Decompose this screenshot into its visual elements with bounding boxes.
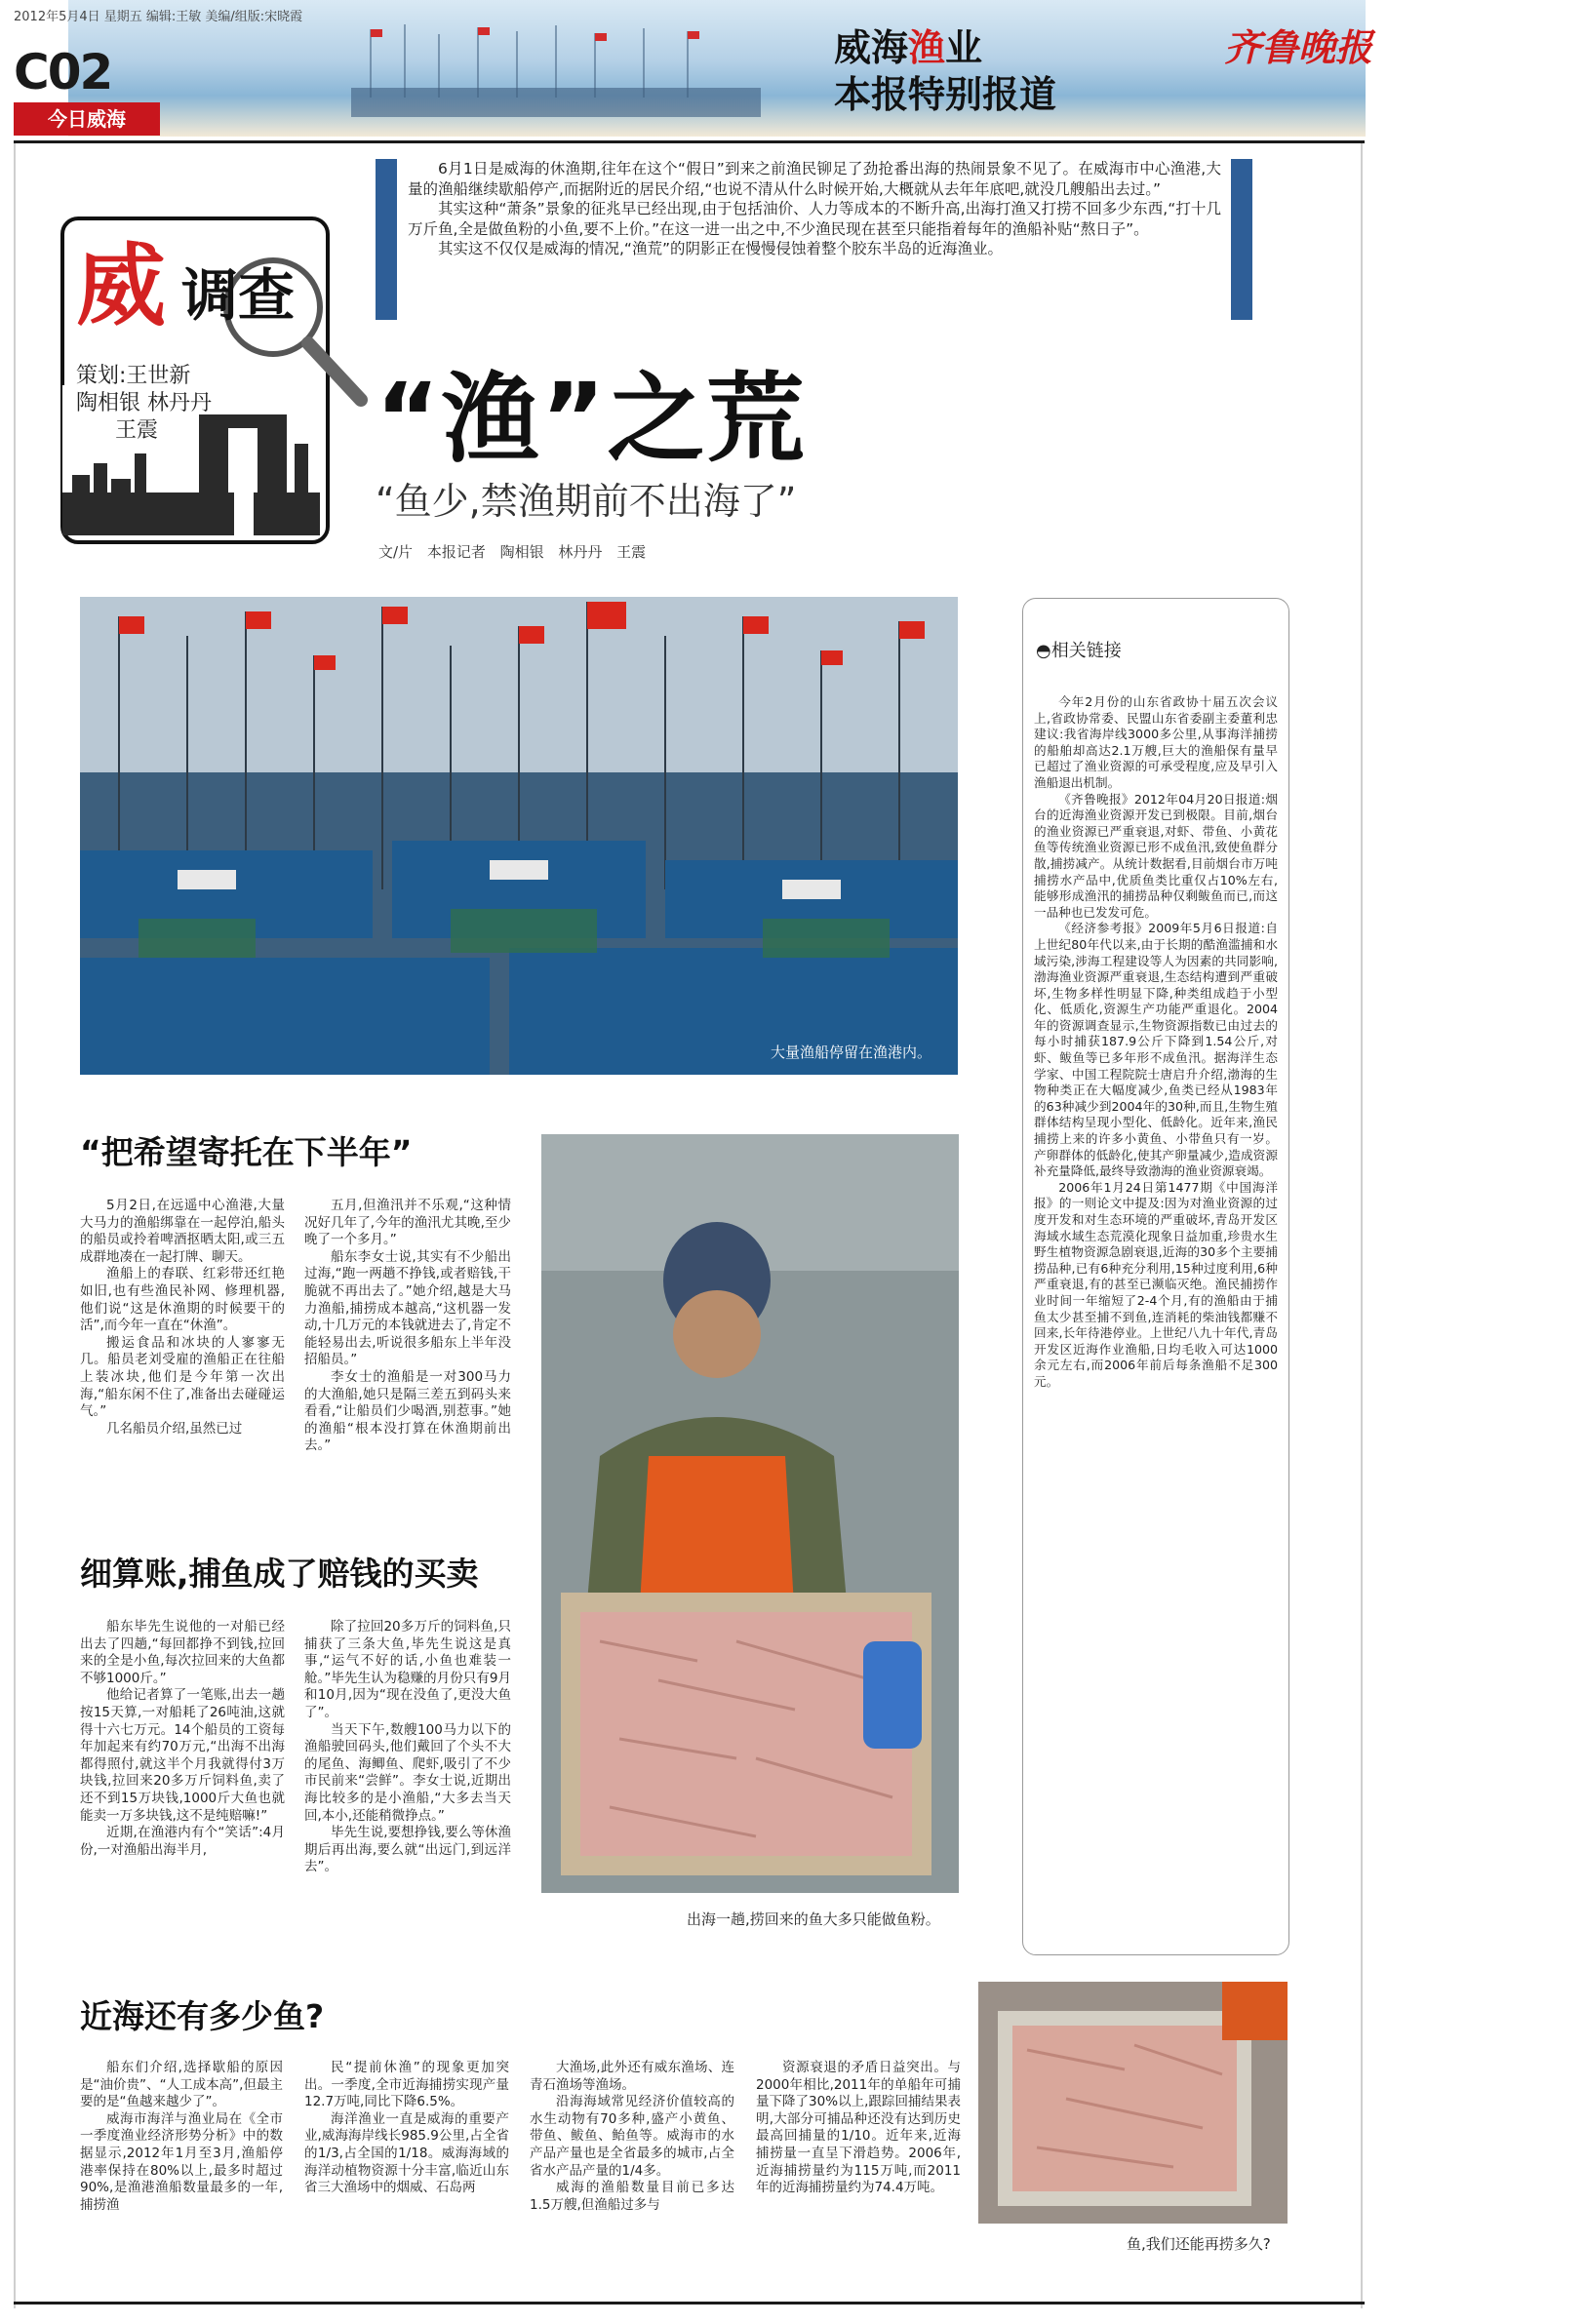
newspaper-logo: 齐鲁晚报 [1224, 25, 1373, 69]
series-title-part1: 威海 [834, 26, 909, 69]
fish-crate-photo [978, 1982, 1288, 2224]
header-date-editors: 2012年5月4日 星期五 编辑:王敏 美编/组版:宋晓霞 [14, 10, 303, 24]
paragraph: 毕先生说,要想挣钱,要么等休渔期后再出海,要么就“出远门,到远洋去”。 [304, 1825, 511, 1875]
paragraph: 民“提前休渔”的现象更加突出。一季度,全市近海捕捞实现产量12.7万吨,同比下降6.5%。 [304, 2060, 509, 2110]
planner-credits [76, 363, 212, 445]
section1-column-2 [304, 1198, 511, 1455]
credit-line: 王震 [115, 418, 159, 443]
harbor-photo-caption: 大量渔船停留在渔港内。 [771, 1044, 932, 1061]
sidebar-paragraph: 《齐鲁晚报》2012年04月20日报道:烟台的近海渔业资源开发已到极限。目前,烟台的渔业资源已严重衰退,对虾、带鱼、小黄花鱼等传统渔业资源已形不成鱼汛,致使鱼群分散,捕捞减产。从统计数据看,目前烟台市万吨捕捞水产品中,优质鱼类比重仅占10%左右,能够形成渔汛的捕捞品种仅剩鲅鱼而已,而这一品种也已发发可危。 [1034, 791, 1278, 920]
related-links-text [1034, 694, 1278, 1391]
series-title-part2: 本报特别报道 [834, 73, 1057, 116]
paragraph: 渔船上的春联、红彩带还红艳如旧,也有些渔民补网、修理机器,他们说“这是休渔期的时候要干的活”,而今年一直在“休渔”。 [80, 1266, 285, 1334]
paragraph: 沿海海域常见经济价值较高的水生动物有70多种,盛产小黄鱼、带鱼、鲅鱼、鲐鱼等。威海市的水产品产量也是全省最多的城市,占全省水产品产量的1/4多。 [530, 2094, 734, 2179]
section2-column-1 [80, 1619, 285, 1859]
header-rule [14, 140, 1365, 143]
paragraph: 海洋渔业一直是威海的重要产业,威海海岸线长985.9公里,占全省的1/3,占全国的1/18。威海海域的海洋动植物资源十分丰富,临近山东省三大渔场中的烟威、石岛两 [304, 2110, 509, 2196]
paragraph: 船东李女士说,其实有不少船出过海,“跑一两趟不挣钱,或者赔钱,干脆就不再出去了。”她介绍,越是大马力渔船,捕捞成本越高,“这机器一发动,十几万元的本钱就进去了,肯定不能轻易出去,听说很多船东上半年没招船员。” [304, 1248, 511, 1368]
intro-paragraph: 6月1日是威海的休渔期,往年在这个“假日”到来之前渔民铆足了劲抢番出海的热闹景象不见了。在威海市中心渔港,大量的渔船继续歇船停产,而据附近的居民介绍,“也说不清从什么时候开始,大概就从去年年底吧,就没几艘船出去过。” [408, 160, 1221, 198]
section3-column-3 [530, 2060, 734, 2214]
badge-survey-word: 调查 [181, 262, 296, 329]
paragraph: 他给记者算了一笔账,出去一趟按15天算,一对船耗了26吨油,这就得十六七万元。14个船员的工资每年加起来有约70万元,“出海不出海都得照付,就这半个月我就得付3万块钱,拉回来20多万斤饲料鱼,卖了还不到15万块钱,1000斤大鱼也就能卖一万多块钱,这不是纯赔嘛!” [80, 1687, 285, 1824]
sidebar-paragraph: 《经济参考报》2009年5月6日报道:自上世纪80年代以来,由于长期的酷渔滥捕和水域污染,涉海工程建设等人为因素的共同影响,渤海渔业资源严重衰退,生态结构遭到严重破坏,生物多样性明显下降,种类组成趋于小型化、低质化,资源生产功能严重退化。2004年的资源调查显示,生物资源指数已由过去的每小时捕获187.9公斤下降到1.54公斤,对虾、鲅鱼等已多年形不成鱼汛。据海洋生态学家、中国工程院院士唐启升介绍,渤海的生物种类正在大幅度减少,鱼类已经从1983年的63种减少到2004年的30种,而且,生物生殖群体结构呈现小型化、低龄化。近年来,渔民捕捞上来的许多小黄鱼、小带鱼只有一岁。产卵群体的低龄化,使其产卵量减少,造成资源补充量降低,最终导致渤海的渔业资源衰竭。 [1034, 921, 1278, 1179]
series-title [834, 24, 1088, 118]
paragraph: 资源衰退的矛盾日益突出。与2000年相比,2011年的单船年可捕量下降了30%以上,跟踪回捕结果表明,大部分可捕品种还没有达到历史最高回捕量的1/10。近年来,近海捕捞量一直呈下滑趋势。2006年,近海捕捞量约为115万吨,而2011年的近海捕捞量约为74.4万吨。 [756, 2060, 961, 2196]
credit-line: 陶相银 林丹丹 [76, 391, 212, 415]
subheadline: “鱼少,禁渔期前不出海了” [376, 480, 797, 523]
footer-rule [14, 2302, 1365, 2304]
paragraph: 大渔场,此外还有威东渔场、连青石渔场等渔场。 [530, 2060, 734, 2093]
paragraph: 搬运食品和冰块的人寥寥无几。船员老刘受雇的渔船正在往船上装冰块,他们是今年第一次出海,“船东闲不住了,准备出去碰碰运气。” [80, 1334, 285, 1420]
byline: 文/片 本报记者 陶相银 林丹丹 王震 [378, 543, 647, 561]
related-links-label: 相关链接 [1050, 641, 1122, 661]
sidebar-paragraph: 今年2月份的山东省政协十届五次会议上,省政协常委、民盟山东省委副主委董利忠建议:我省海岸线3000多公里,从事海洋捕捞的船舶却高达2.1万艘,巨大的渔船保有量早已超过了渔业资源的可承受程度,应及早引入渔船退出机制。 [1034, 694, 1278, 790]
sidebar-paragraph: 2006年1月24日第1477期《中国海洋报》的一则论文中提及:因为对渔业资源的过度开发和对生态环境的严重破坏,青岛开发区海域水域生态荒漠化现象日益加重,珍贵水生野生植物资源急剧衰退,近海的30多个主要捕捞品种,已有6种充分利用,15种过度利用,6种严重衰退,有的甚至已濒临灭绝。渔民捕捞作业时间一年缩短了2-4个月,有的渔船由于捕鱼太少甚至捕不到鱼,连消耗的柴油钱都赚不回来,长年待港停业。上世纪八九十年代,青岛开发区近海作业渔船,日均毛收入可达1000余元左右,而2006年前后每条渔船不足300元。 [1034, 1179, 1278, 1389]
series-title-part1-tail: 业 [945, 26, 983, 69]
section3-column-2 [304, 2060, 509, 2197]
intro-left-bar [376, 159, 397, 320]
paragraph: 除了拉回20多万斤的饲料鱼,只捕获了三条大鱼,毕先生说这是真事,“运气不好的话,小鱼也难装一舱。”毕先生认为稳赚的月份只有9月和10月,因为“现在没鱼了,更没大鱼了”。 [304, 1619, 511, 1720]
headline: “渔”之荒 [376, 362, 807, 476]
paragraph: 威海市海洋与渔业局在《全市一季度渔业经济形势分析》中的数据显示,2012年1月至3月,渔船停港率保持在80%以上,最多时超过90%,是渔港渔船数量最多的一年,捕捞渔 [80, 2110, 283, 2213]
section1-column-1 [80, 1198, 285, 1438]
section-tab: 今日威海 [14, 102, 160, 136]
section3-column-1 [80, 2060, 283, 2214]
credit-line: 策划:王世新 [76, 364, 191, 388]
fisherman-photo [541, 1134, 959, 1893]
intro-paragraph: 其实这不仅仅是威海的情况,“渔荒”的阴影正在慢慢侵蚀着整个胶东半岛的近海渔业。 [438, 240, 1003, 257]
paragraph: 近期,在渔港内有个“笑话”:4月份,一对渔船出海半月, [80, 1825, 285, 1858]
page-number: C02 [14, 44, 112, 100]
paragraph: 几名船员介绍,虽然已过 [106, 1420, 243, 1437]
paragraph: 5月2日,在远遥中心渔港,大量大马力的渔船绑靠在一起停泊,船头的船员或拎着啤酒抠晒太阳,或三五成群地凑在一起打牌、聊天。 [80, 1198, 285, 1265]
section3-column-4 [756, 2060, 961, 2197]
fish-crate-caption: 鱼,我们还能再捞多久? [1127, 2235, 1271, 2253]
section-heading-loss: 细算账,捕鱼成了赔钱的买卖 [80, 1555, 479, 1593]
link-circle-icon: ◓ [1036, 641, 1051, 661]
section2-column-2 [304, 1619, 511, 1876]
section-heading-hope: “把希望寄托在下半年” [80, 1133, 413, 1171]
harbor-photo [80, 597, 958, 1075]
banner-boats-image [351, 20, 761, 117]
intro-text [408, 159, 1221, 259]
paragraph: 五月,但渔汛并不乐观,“这种情况好几年了,今年的渔汛尤其晚,至少晚了一个多月。” [304, 1198, 511, 1248]
fisherman-photo-caption: 出海一趟,捞回来的鱼大多只能做鱼粉。 [687, 1910, 940, 1928]
intro-right-bar [1231, 159, 1252, 320]
section-heading-how-many-fish: 近海还有多少鱼? [80, 1997, 325, 2035]
related-links-title [1036, 637, 1122, 662]
paragraph: 威海的渔船数量目前已多达1.5万艘,但渔船过多与 [530, 2180, 734, 2213]
paragraph: 船东毕先生说他的一对船已经出去了四趟,“每回都挣不到钱,拉回来的全是小鱼,每次拉回来的大鱼都不够1000斤。” [80, 1619, 285, 1686]
badge-wei-char: 威 [76, 233, 167, 338]
series-title-red-char: 渔 [908, 26, 946, 69]
paragraph: 船东们介绍,选择歇船的原因是“油价贵”、“人工成本高”,但最主要的是“鱼越来越少了”。 [80, 2060, 283, 2110]
intro-paragraph: 其实这种“萧条”景象的征兆早已经出现,由于包括油价、人力等成本的不断升高,出海打渔又打捞不回多少东西,“打十几万斤鱼,全是做鱼粉的小鱼,要不上价。”在这一进一出之中,不少渔民现在甚至只能指着每年的渔船补贴“熬日子”。 [408, 200, 1221, 238]
paragraph: 李女士的渔船是一对300马力的大渔船,她只是隔三差五到码头来看看,“让船员们少喝酒,别惹事。”她的渔船“根本没打算在休渔期前出去。” [304, 1368, 511, 1454]
left-border [14, 143, 16, 2308]
right-border [1361, 143, 1363, 2308]
paragraph: 当天下午,数艘100马力以下的渔船驶回码头,他们戴回了个头不大的尾鱼、海鲫鱼、爬虾,吸引了不少市民前来“尝鲜”。李女士说,近期出海比较多的是小渔船,“大多去当天回,本小,还能稍微挣点。” [304, 1721, 511, 1824]
